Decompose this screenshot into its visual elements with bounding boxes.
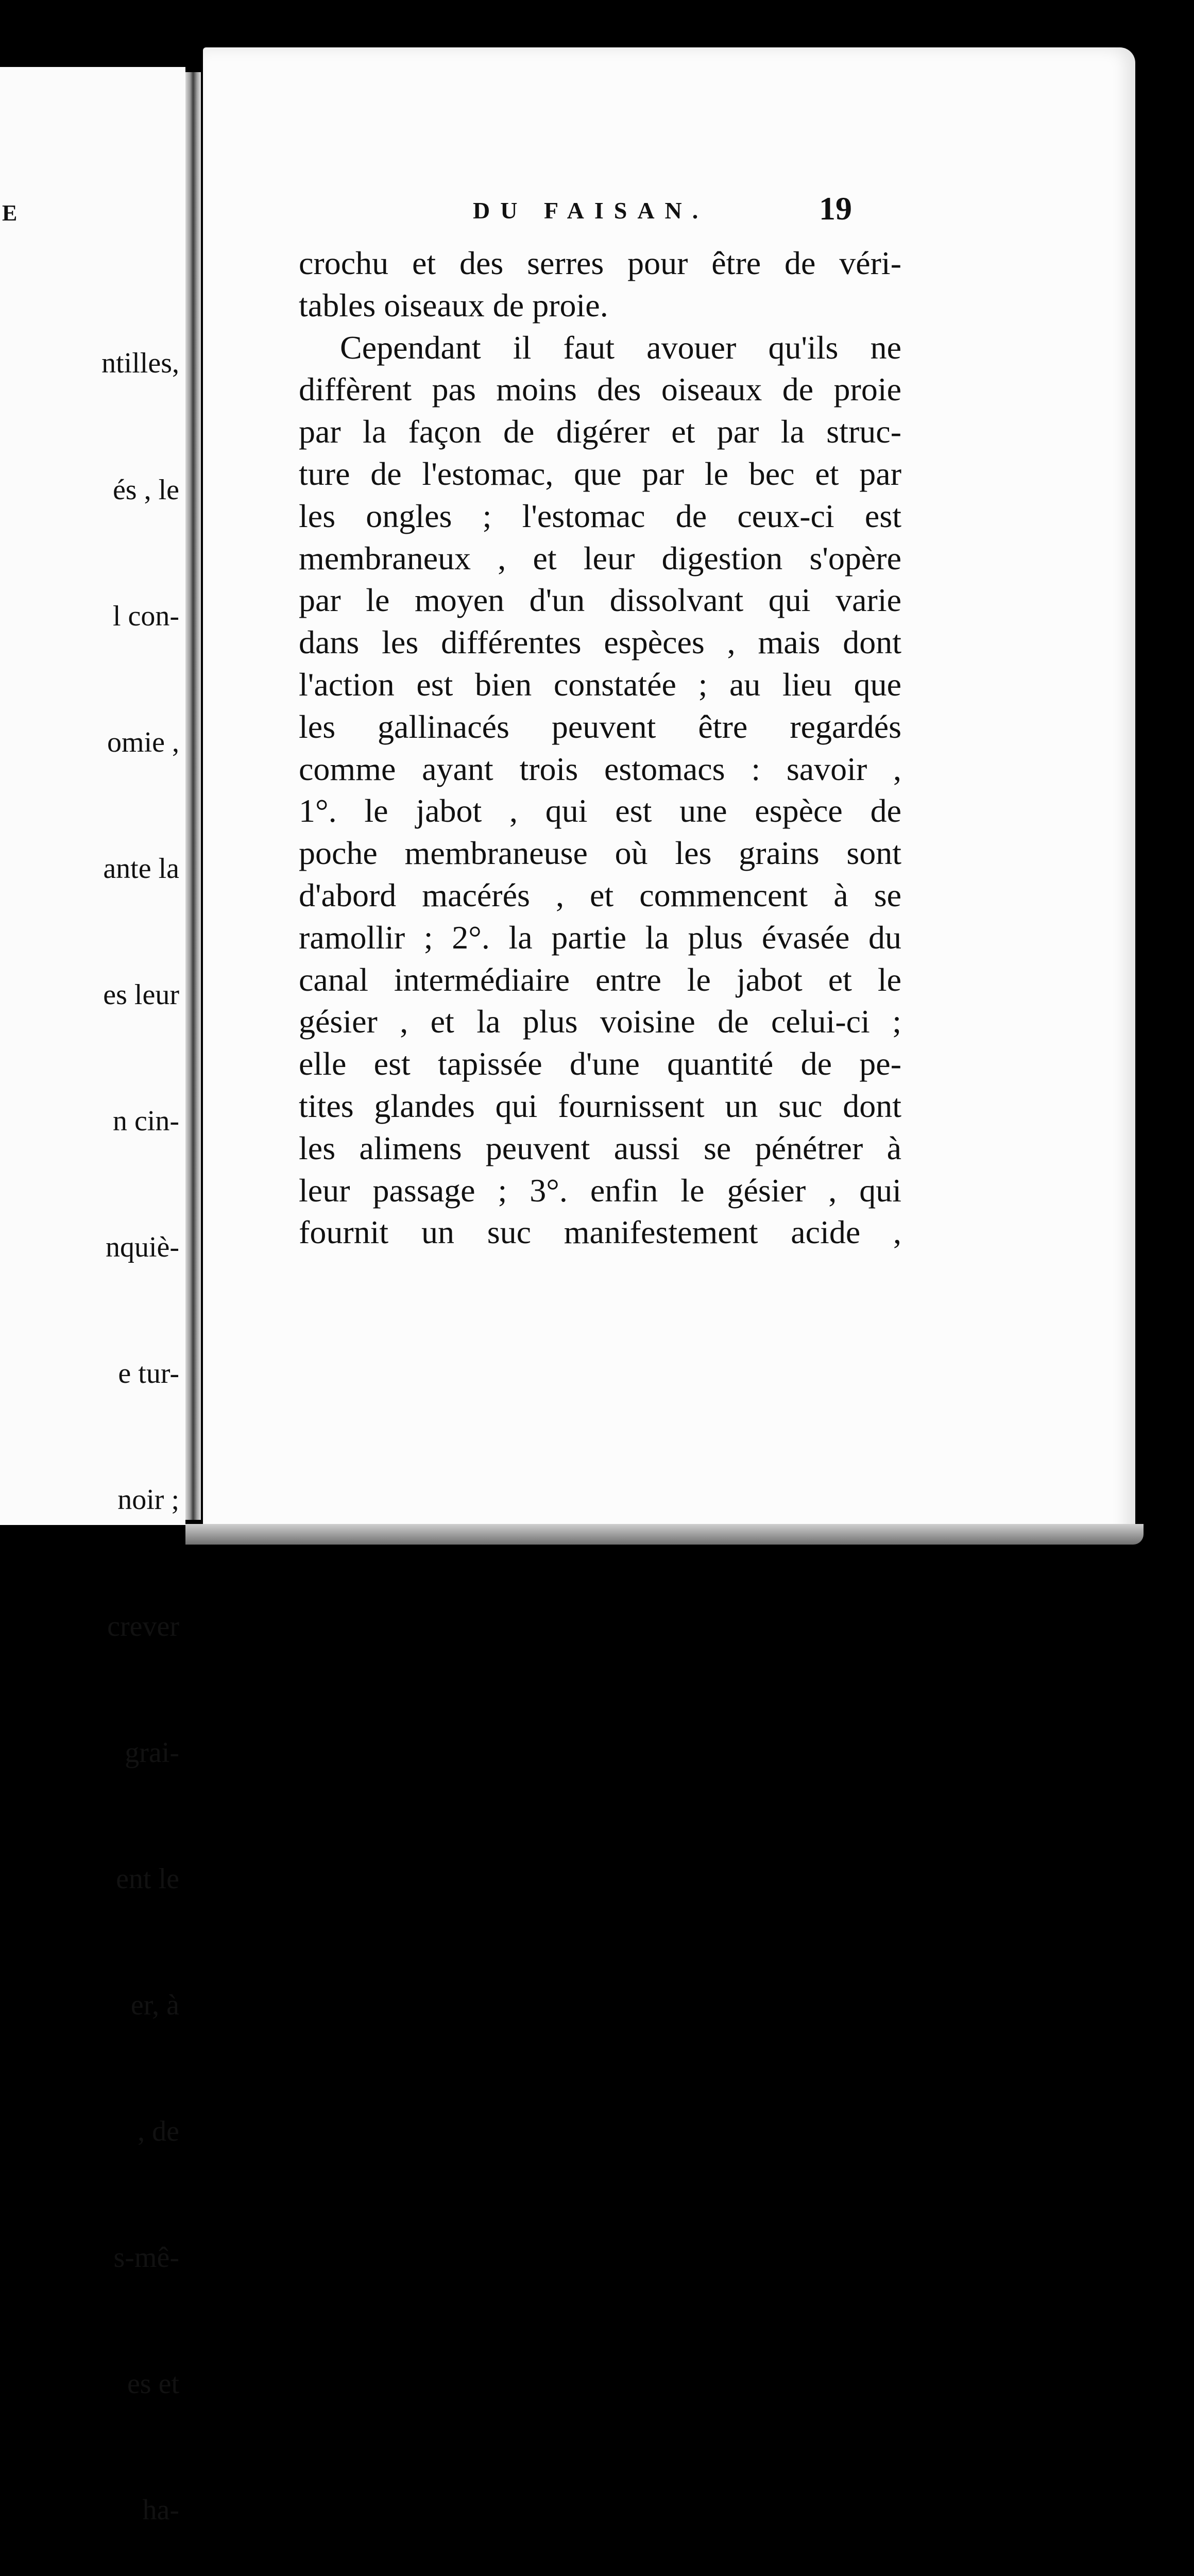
text-line: tables oiseaux de proie.: [299, 286, 608, 324]
text-line: comme ayant trois estomacs : savoir ,: [299, 750, 901, 787]
left-line: s-mê-: [113, 2242, 179, 2274]
text-line: membraneux , et leur digestion s'opère: [299, 539, 901, 577]
text-line: 1°. le jabot , qui est une espèce de: [299, 792, 901, 829]
left-line: e tur-: [118, 1358, 179, 1390]
left-line: ent le: [116, 1862, 179, 1895]
text-line: les alimens peuvent aussi se pénétrer à: [299, 1129, 901, 1166]
left-line: crever: [107, 1610, 179, 1642]
left-line: l con-: [112, 600, 179, 632]
left-page: [0, 67, 185, 2527]
text-line: diffèrent pas moins des oiseaux de proie: [299, 371, 901, 408]
text-line: d'abord macérés , et commencent à se: [299, 876, 901, 913]
text-line: Cependant il faut avouer qu'ils ne: [340, 329, 901, 366]
body-text: [299, 242, 901, 1253]
page-bottom-edge: [185, 1524, 1144, 1545]
text-line: ture de l'estomac, que par le bec et par: [299, 455, 901, 492]
left-line: grai-: [125, 1736, 179, 1769]
text-line: par la façon de digérer et par la struc-: [299, 413, 901, 450]
text-line: leur passage ; 3°. enfin le gésier , qui: [299, 1172, 901, 1209]
left-line: nquiè-: [105, 1231, 179, 1264]
left-running-head-fragment: E: [2, 200, 18, 226]
text-line: canal intermédiaire entre le jabot et le: [299, 961, 901, 998]
text-line: poche membraneuse où les grains sont: [299, 835, 901, 872]
text-line: fournit un suc manifestement acide ,: [299, 1214, 901, 1251]
text-line: elle est tapissée d'une quantité de pe-: [299, 1045, 901, 1082]
text-line: les gallinacés peuvent être regardés: [299, 708, 901, 745]
text-line: gésier , et la plus voisine de celui-ci ;: [299, 1003, 901, 1040]
left-line: ante la: [103, 852, 179, 885]
book-gutter: [185, 72, 201, 1520]
left-line: ha-: [142, 2494, 179, 2527]
running-head: DU FAISAN.: [473, 197, 709, 224]
page-number: 19: [819, 190, 852, 227]
left-line: omie ,: [107, 726, 179, 758]
text-line: ramollir ; 2°. la partie la plus évasée du: [299, 919, 901, 956]
text-line: dans les différentes espèces , mais dont: [299, 624, 901, 661]
left-line: , de: [138, 2115, 179, 2147]
left-line: es leur: [103, 978, 179, 1011]
left-line: es et: [127, 2368, 179, 2400]
text-line: tites glandes qui fournissent un suc dont: [299, 1087, 901, 1124]
left-line: és , le: [112, 473, 179, 506]
text-line: par le moyen d'un dissolvant qui varie: [299, 582, 901, 619]
left-page-text: [101, 259, 179, 2576]
text-line: les ongles ; l'estomac de ceux-ci est: [299, 497, 901, 534]
text-line: crochu et des serres pour être de véri-: [299, 245, 901, 281]
text-line: l'action est bien constatée ; au lieu que: [299, 666, 901, 703]
left-line: ntilles,: [101, 347, 179, 380]
left-line: er, à: [130, 1989, 179, 2021]
left-line: n cin-: [112, 1105, 179, 1138]
left-line: noir ;: [117, 1484, 179, 1516]
